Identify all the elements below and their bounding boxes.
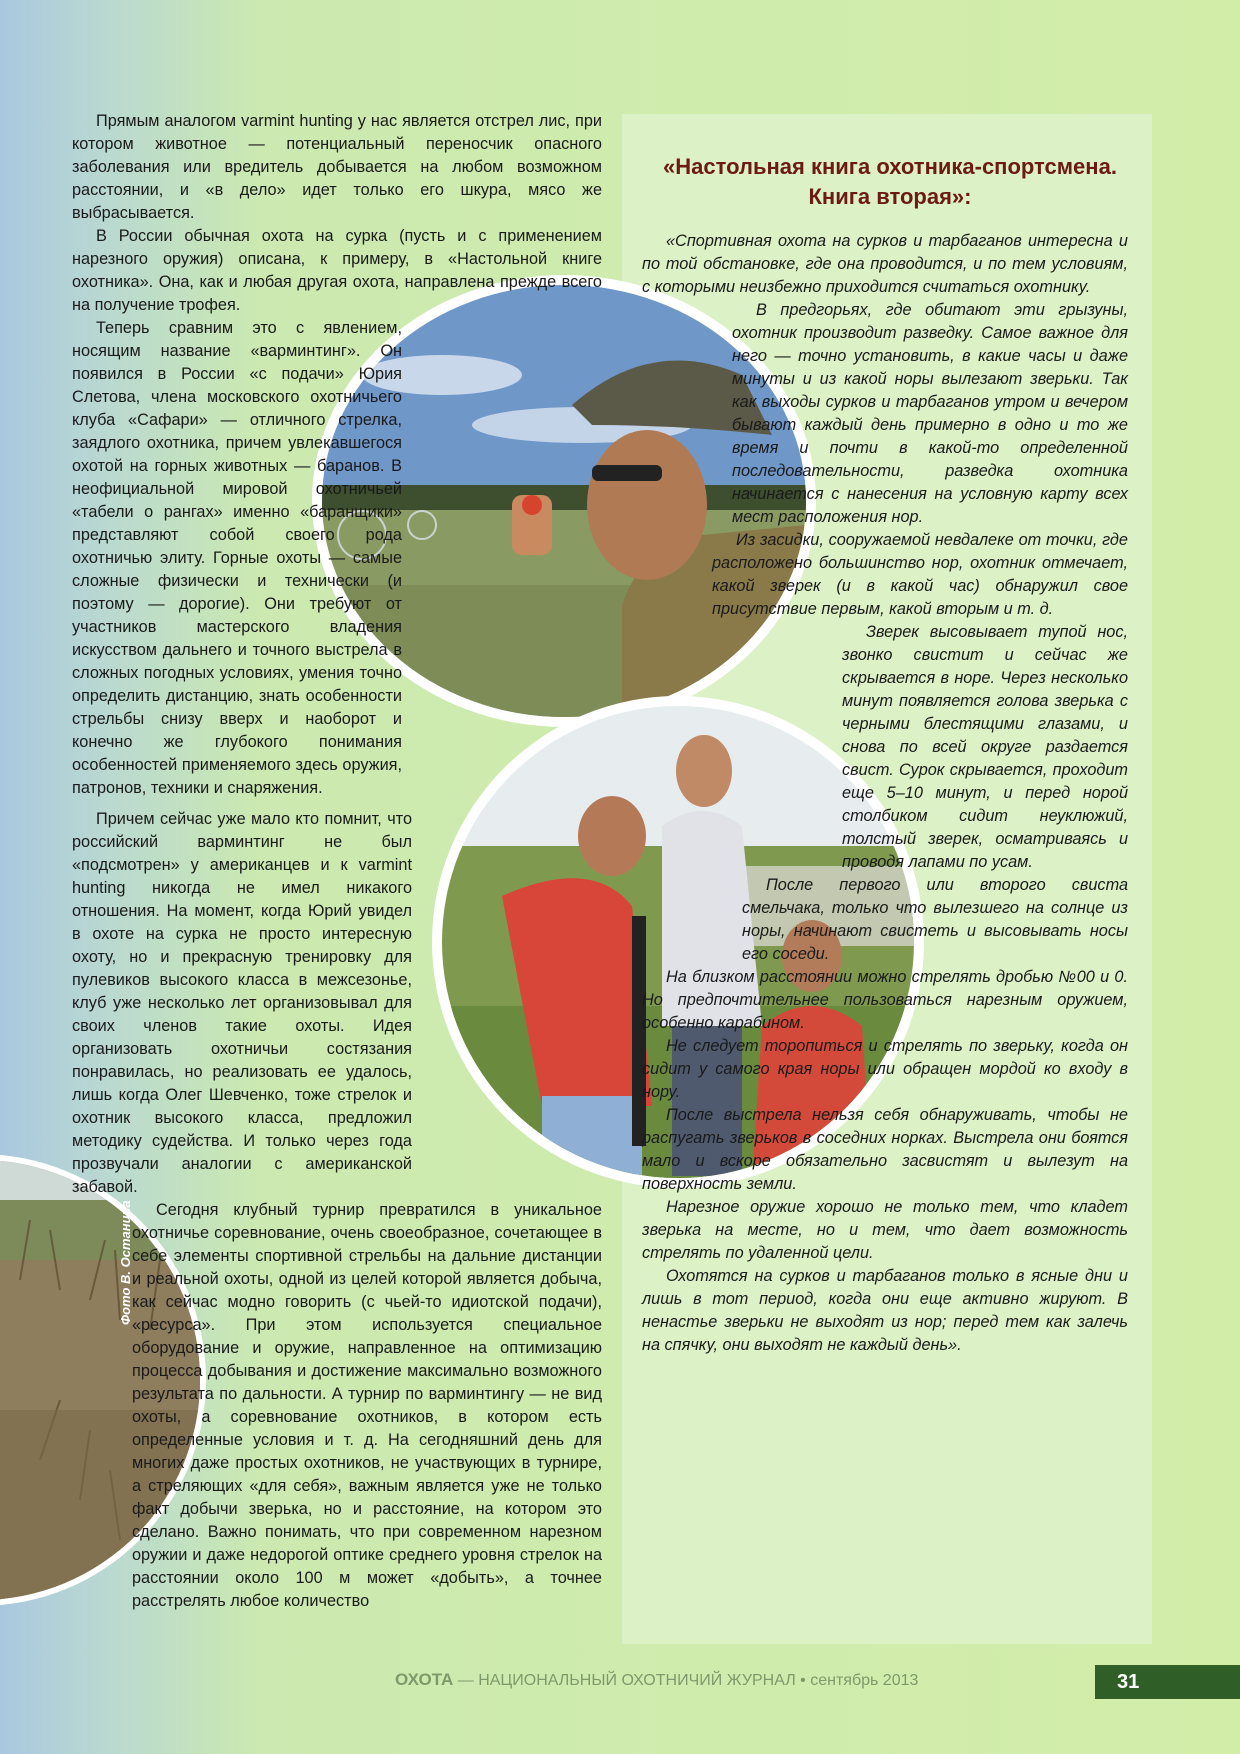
page-number: 31 bbox=[1095, 1665, 1240, 1699]
footer-issue: — НАЦИОНАЛЬНЫЙ ОХОТНИЧИЙ ЖУРНАЛ • сентябрь 2013 bbox=[453, 1672, 919, 1689]
paragraph: Теперь сравним это с явлением, носящим название «варминтинг». Он появился в России «с подачи» Юрия Слетова, члена московского охотничьего клуба «Сафари» — отличного стрелка, заядлого охотника, причем увлекавшегося охотой на горных животных — баранов. В неофициальной мировой охотничьей «табели о рангах» именно «баранщики» представляют собой своего рода охотничью элиту. Горные охоты — самые сложные физически и технически (и поэтому — дорогие). Они требуют от участников мастерского владения искусством дальнего и точного выстрела в сложных погодных условиях, умения точно определить дистанцию, знать особенности стрельбы снизу вверх и наоборот и конечно же глубокого понимания особенностей применяемого здесь оружия, патронов, техники и снаряжения. bbox=[72, 319, 402, 797]
quote-paragraph: После первого или второго свиста смельчака, только что вылезшего на солнце из норы, начинают свистеть и высовывать носы его соседи. bbox=[742, 876, 1128, 963]
footer-brand: ОХОТА bbox=[395, 1670, 454, 1689]
quote-paragraph: После выстрела нельзя себя обнаруживать, чтобы не распугать зверьков в соседних норках. Выстрела они боятся мало и вскоре обязательно засвистят и вылезут на поверхность земли. bbox=[642, 1106, 1128, 1193]
paragraph: Сегодня клубный турнир превратился в уникальное охотничье соревнование, очень своеобразное, сочетающее в себе элементы спортивной стрельбы на дальние дистанции и реальной охоты, одной из целей которой является добыча, как сейчас модно говорить (с чьей-то идиотской подачи), «ресурса». При этом используется специальное оборудование и оружие, направленное на оптимизацию процесса добывания и достижение максимально возможного результата по дальности. А турнир по варминтингу — не вид охоты, а соревнование охотников, в котором есть определенные условия и т. д. На сегодняшний день для многих даже простых охотников, не участвующих в турнире, а стреляющих «для себя», важным является уже не только факт добычи зверька, но и расстояние, на котором это сделано. Важно понимать, что при современном нарезном оружии и даже недорогой оптике среднего уровня стрелок на расстоянии около 100 м может «добыть», а точнее расстрелять любое количество bbox=[132, 1201, 602, 1610]
paragraph: В России обычная охота на сурка (пусть и с применением нарезного оружия) описана, к примеру, в «Настольной книге охотника». Она, как и любая другая охота, направлена прежде всего на получение трофея. bbox=[72, 227, 602, 314]
paragraph: Причем сейчас уже мало кто помнит, что российский варминтинг не был «подсмотрен» у американцев и к varmint hunting никогда не имел никакого отношения. На момент, когда Юрий увидел в охоте на сурка не просто интересную охоту, но и прекрасную тренировку для пулевиков высокого класса в межсезонье, клуб уже несколько лет организовывал для своих членов такие охоты. Идея организовать охотничьи состязания понравилась, но реализовать ее удалось, лишь когда Олег Шевченко, тоже стрелок и охотник высокого класса, предложил методику судейства. И только через года прозвучали аналогии с американской забавой. bbox=[72, 810, 412, 1196]
sidebar-title-line: «Настольная книга охотника-спортсмена. bbox=[663, 154, 1117, 179]
quote-paragraph: Из засидки, сооружаемой невдалеке от точки, где расположено большинство нор, охотник отмечает, какой зверек (и в какой час) обнаружил свое присутствие первым, какой вторым и т. д. bbox=[712, 531, 1128, 618]
quote-paragraph: В предгорьях, где обитают эти грызуны, охотник производит разведку. Самое важное для него — точно установить, в какие часы и даже минуты и из какой норы вылезают зверьки. Так как выходы сурков и тарбаганов утром и вечером бывают каждый день примерно в одно и то же время и почти в какой-то определенной последовательности, разведка охотника начинается с нанесения на условную карту всех мест расположения нор. bbox=[732, 301, 1128, 526]
quote-paragraph: На близком расстоянии можно стрелять дробью №00 и 0. Но предпочтительнее пользоваться нарезным оружием, особенно карабином. bbox=[642, 968, 1128, 1032]
quote-paragraph: Нарезное оружие хорошо не только тем, что кладет зверька на месте, но и тем, что дает возможность стрелять по удаленной цели. bbox=[642, 1198, 1128, 1262]
sidebar-title bbox=[640, 152, 1140, 212]
sidebar-quote bbox=[642, 230, 1128, 1357]
quote-paragraph: Зверек высовывает тупой нос, звонко свистит и сейчас же скрывается в норе. Через несколько минут появляется голова зверька с черными блестящими глазами, и снова по всей округе раздается свист. Сурок скрывается, проходит еще 5–10 минут, и перед норой столбиком сидит неуклюжий, толстый зверек, осматриваясь и проводя лапами по усам. bbox=[842, 623, 1128, 871]
photo-credit: Фото В. Останина bbox=[118, 1200, 133, 1325]
footer-magazine-title bbox=[395, 1670, 918, 1690]
paragraph: Прямым аналогом varmint hunting у нас является отстрел лис, при котором животное — потенциальный переносчик опасного заболевания или вредитель добывается на любом возможном расстоянии, и «в дело» идет только его шкура, мясо же выбрасывается. bbox=[72, 112, 602, 222]
sidebar-title-line: Книга вторая»: bbox=[808, 184, 972, 209]
quote-paragraph: Не следует торопиться и стрелять по зверьку, когда он сидит у самого края норы или обращен мордой ко входу в нору. bbox=[642, 1037, 1128, 1101]
article-left-column bbox=[72, 110, 602, 1613]
quote-paragraph: Охотятся на сурков и тарбаганов только в ясные дни и лишь в тот период, когда они еще активно жируют. В ненастье зверьки не выходят из нор; перед тем как залечь на спячку, они выходят не каждый день». bbox=[642, 1267, 1128, 1354]
quote-paragraph: «Спортивная охота на сурков и тарбаганов интересна и по той обстановке, где она проводится, и по тем условиям, с которыми неизбежно приходится считаться охотнику. bbox=[642, 232, 1128, 296]
